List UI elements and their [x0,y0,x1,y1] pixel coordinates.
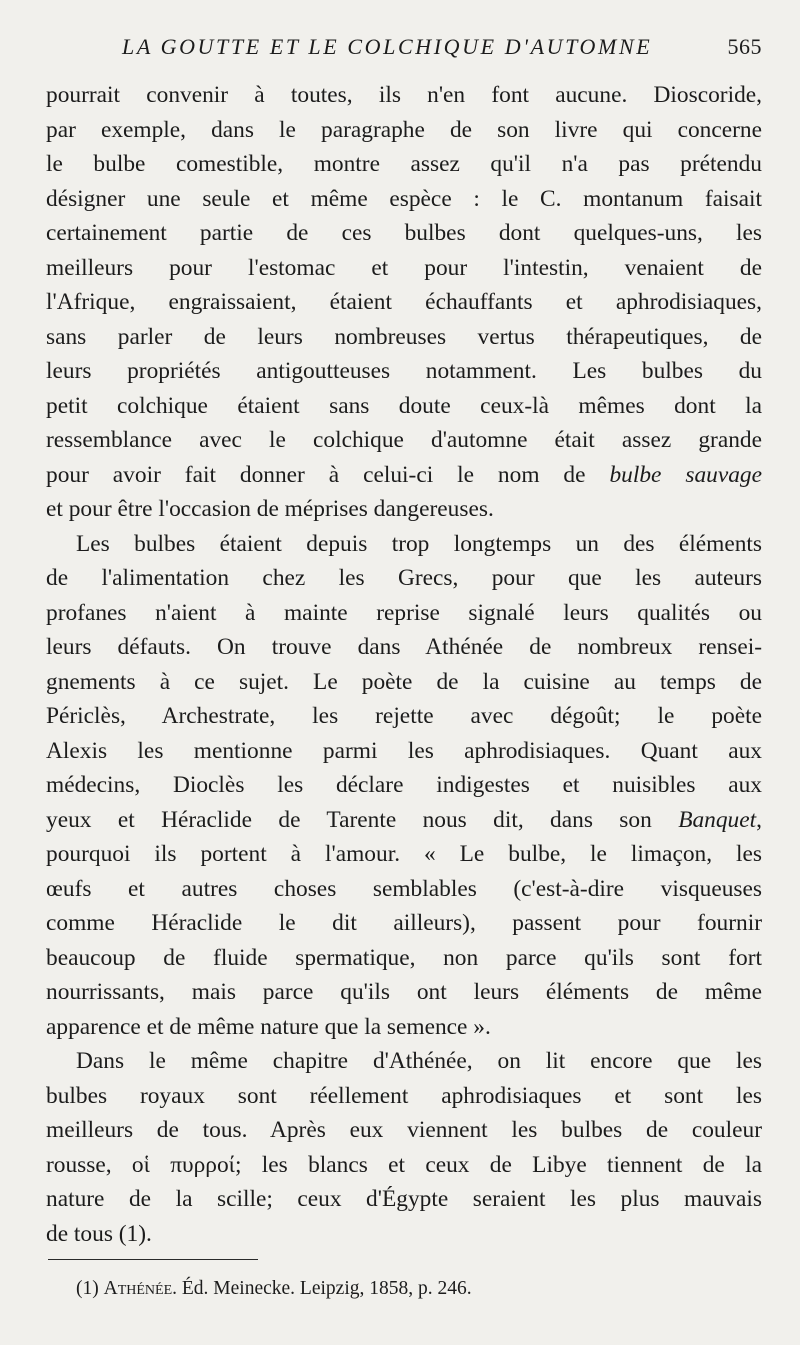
text-line: de l'alimentation chez les Grecs, pour que les auteurs [46,565,762,591]
page-header [46,28,762,68]
footnote-author: Athénée [103,1278,173,1299]
text-line: petit colchique étaient sans doute ceux-là mêmes dont la [46,392,762,419]
text-line: Alexis les mentionne parmi les aphrodisiaques. Quant aux [46,737,762,764]
text-line: sans parler de leurs nombreuses vertus thérapeutiques, de [46,323,762,350]
text-line: nourrissants, mais parce qu'ils ont leurs éléments de même [46,979,762,1005]
text-line: meilleurs de tous. Après eux viennent les bulbes de couleur [46,1117,762,1143]
text-line: certainement partie de ces bulbes dont quelques-uns, les [46,220,762,246]
text-line-with-italic [46,458,762,493]
text-line: beaucoup de fluide spermatique, non parce qu'ils sont fort [46,944,762,971]
text-line: profanes n'aient à mainte reprise signalé leurs qualités ou [46,599,762,626]
text-line: apparence et de même nature que la semence ». [46,1013,491,1040]
text-line: par exemple, dans le paragraphe de son livre qui concerne [46,116,762,143]
text-line: de tous (1). [46,1220,152,1247]
text-line: le bulbe comestible, montre assez qu'il n'a pas prétendu [46,151,762,177]
text-line: leurs propriétés antigoutteuses notamment. Les bulbes du [46,358,762,384]
text-line: nature de la scille; ceux d'Égypte seraient les plus mauvais [46,1186,762,1212]
text-line: ressemblance avec le colchique d'automne était assez grande [46,427,762,453]
text-line: l'Afrique, engraissaient, étaient échauffants et aphrodisiaques, [46,289,762,315]
footnote-divider [48,1259,258,1260]
text-run: pour avoir fait donner à celui-ci le nom de [46,461,610,488]
text-line: désigner une seule et même espèce : le C. montanum faisait [46,185,762,212]
paragraph-start-line: Dans le même chapitre d'Athénée, on lit encore que les [76,1048,762,1074]
text-line: pourquoi ils portent à l'amour. « Le bulbe, le limaçon, les [46,841,762,867]
running-title: LA GOUTTE ET LE COLCHIQUE D'AUTOMNE [122,34,653,59]
text-line-with-italic [46,803,762,838]
text-line: leurs défauts. On trouve dans Athénée de nombreux rensei- [46,634,762,660]
footnote-marker: (1) [76,1278,99,1299]
text-run: , [756,806,762,833]
text-line: gnements à ce sujet. Le poète de la cuisine au temps de [46,668,762,695]
text-line: médecins, Dioclès les déclare indigestes et nuisibles aux [46,772,762,798]
paragraph-start-line: Les bulbes étaient depuis trop longtemps un des éléments [76,530,762,557]
text-run: yeux et Héraclide de Tarente nous dit, dans son [46,806,679,833]
text-line: Périclès, Archestrate, les rejette avec dégoût; le poète [46,703,762,729]
italic-title: Banquet [678,806,757,833]
page-number: 565 [727,34,762,59]
text-line: meilleurs pour l'estomac et pour l'intestin, venaient de [46,254,762,281]
text-line: rousse, οἱ πυρροί; les blancs et ceux de Libye tiennent de la [46,1151,762,1178]
text-line: comme Héraclide le dit ailleurs), passent pour fournir [46,910,762,936]
footnote-reference: . Éd. Meinecke. Leipzig, 1858, p. 246. [172,1278,472,1299]
italic-term: bulbe sauvage [609,461,762,488]
text-line: et pour être l'occasion de méprises dangereuses. [46,496,494,522]
text-line: bulbes royaux sont réellement aphrodisiaques et sont les [46,1082,762,1109]
text-line: œufs et autres choses semblables (c'est-à-dire visqueuses [46,875,762,902]
text-line: pourrait convenir à toutes, ils n'en font aucune. Dioscoride, [46,82,762,108]
footnote [76,1276,472,1302]
body-text [46,78,762,1251]
